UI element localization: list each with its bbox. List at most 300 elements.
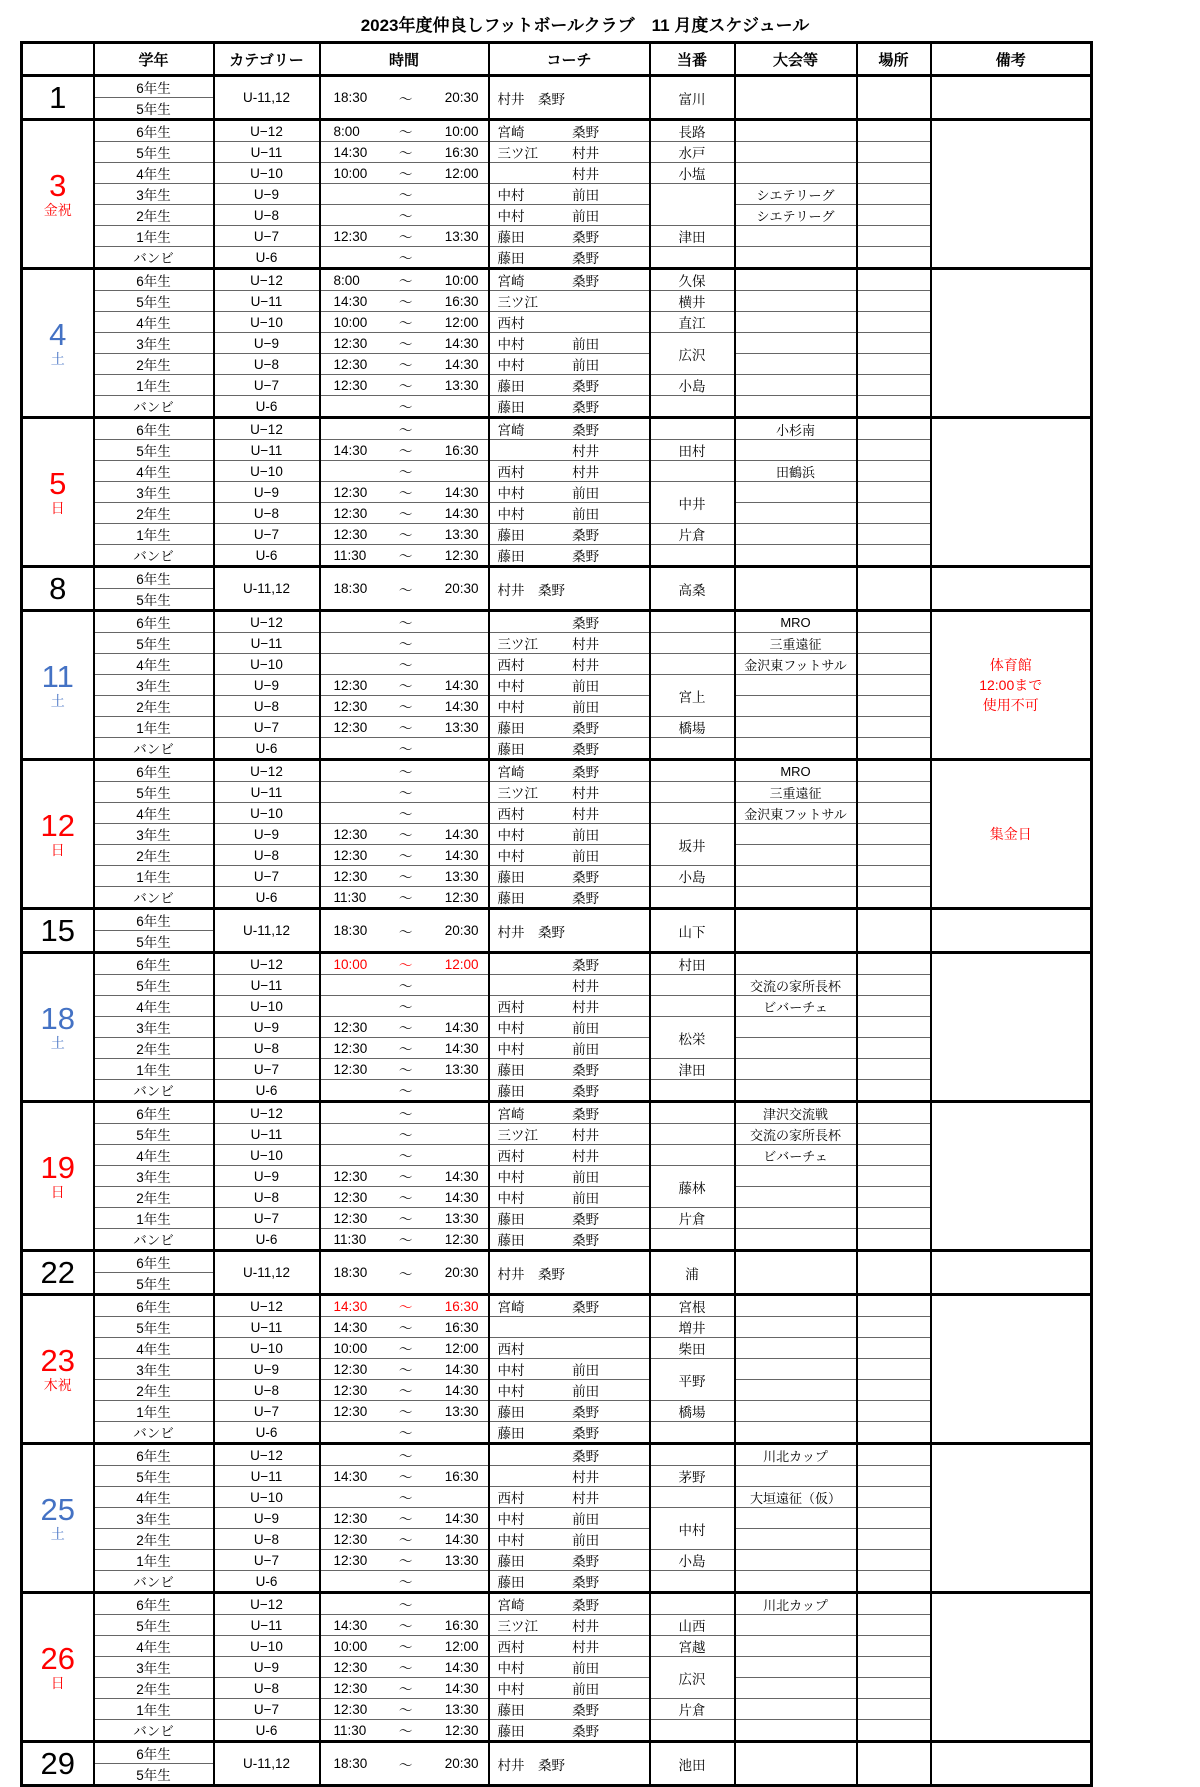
time-cell xyxy=(320,291,489,312)
coach-cell xyxy=(489,1080,650,1102)
time-tilde: ～ xyxy=(398,958,413,973)
coach-1: 三ツ江 xyxy=(497,295,538,310)
coach-cell xyxy=(489,354,650,375)
day-cell xyxy=(22,269,94,418)
time-tilde: ～ xyxy=(398,1384,413,1399)
time-end: 12:30 xyxy=(444,1722,479,1738)
coach-2: 前田 xyxy=(572,337,600,352)
time-end: 13:30 xyxy=(444,1701,479,1717)
time-cell xyxy=(320,1166,489,1187)
time-start: 8:00 xyxy=(333,123,360,139)
coach-cell: 村井 桑野 xyxy=(489,909,650,953)
event-cell xyxy=(735,524,857,545)
event-cell xyxy=(735,226,857,247)
time-tilde: ～ xyxy=(398,658,413,673)
coach-1: 中村 xyxy=(497,1363,525,1378)
place-cell xyxy=(857,611,931,633)
category-cell: U−8 xyxy=(214,845,320,866)
time-end: 14:30 xyxy=(444,1361,479,1377)
event-cell xyxy=(735,824,857,845)
time-cell xyxy=(320,333,489,354)
grade-cell: 6年生 xyxy=(94,120,214,142)
place-cell xyxy=(857,803,931,824)
grade-cell: 6年生 xyxy=(94,76,214,98)
coach-cell xyxy=(489,824,650,845)
day-weekday: 日 xyxy=(50,841,65,858)
duty-cell: 片倉 xyxy=(650,1699,735,1720)
grade-cell: 4年生 xyxy=(94,312,214,333)
event-cell xyxy=(735,1529,857,1550)
time-tilde: ～ xyxy=(398,188,413,203)
category-cell: U−7 xyxy=(214,1401,320,1422)
header-time: 時間 xyxy=(320,43,489,76)
day-weekday: 日 xyxy=(50,1183,65,1200)
coach-cell xyxy=(489,418,650,440)
time-tilde: ～ xyxy=(398,1554,413,1569)
time-end: 10:00 xyxy=(444,272,479,288)
coach-2: 桑野 xyxy=(572,423,600,438)
duty-cell xyxy=(650,996,735,1017)
coach-1: 藤田 xyxy=(497,230,525,245)
table-row xyxy=(22,567,1092,589)
time-tilde: ～ xyxy=(398,1191,413,1206)
coach-1: 西村 xyxy=(497,1491,525,1506)
time-end: 16:30 xyxy=(444,293,479,309)
duty-cell: 小島 xyxy=(650,375,735,396)
time-start: 12:30 xyxy=(333,505,368,521)
coach-1: 中村 xyxy=(497,1682,525,1697)
time-start: 10:00 xyxy=(333,165,368,181)
duty-cell: 中井 xyxy=(650,482,735,524)
place-cell xyxy=(857,654,931,675)
duty-cell: 茅野 xyxy=(650,1466,735,1487)
event-cell xyxy=(735,1080,857,1102)
time-cell xyxy=(320,1615,489,1636)
event-cell xyxy=(735,76,857,120)
event-cell xyxy=(735,1550,857,1571)
event-cell xyxy=(735,1251,857,1295)
category-cell: U−8 xyxy=(214,1529,320,1550)
grade-cell: バンビ xyxy=(94,1080,214,1102)
event-cell: MRO xyxy=(735,760,857,782)
duty-cell xyxy=(650,760,735,782)
time-cell xyxy=(320,1550,489,1571)
time-start: 14:30 xyxy=(333,1468,368,1484)
coach-2: 前田 xyxy=(572,1042,600,1057)
category-cell: U−11 xyxy=(214,291,320,312)
coach-cell xyxy=(489,1017,650,1038)
duty-cell xyxy=(650,1080,735,1102)
coach-1: 中村 xyxy=(497,486,525,501)
time-end: 12:00 xyxy=(444,956,479,972)
time-tilde: ～ xyxy=(398,549,413,564)
time-cell xyxy=(320,482,489,503)
day-number: 12 xyxy=(40,808,75,844)
time-cell xyxy=(320,803,489,824)
coach-1 xyxy=(490,1466,573,1486)
time-cell xyxy=(320,675,489,696)
category-cell: U−8 xyxy=(214,696,320,717)
coach-cell xyxy=(489,845,650,866)
coach-1: 藤田 xyxy=(497,721,525,736)
event-cell xyxy=(735,1657,857,1678)
category-cell: U-6 xyxy=(214,1571,320,1593)
coach-cell xyxy=(489,1059,650,1080)
event-cell: 津沢交流戦 xyxy=(735,1102,857,1124)
time-tilde: ～ xyxy=(398,230,413,245)
coach-1: 藤田 xyxy=(497,1212,525,1227)
category-cell: U−7 xyxy=(214,226,320,247)
coach-2: 前田 xyxy=(572,1661,600,1676)
duty-cell: 長路 xyxy=(650,120,735,142)
time-end: 12:00 xyxy=(444,1340,479,1356)
place-cell xyxy=(857,633,931,654)
place-cell xyxy=(857,163,931,184)
event-cell xyxy=(735,866,857,887)
place-cell xyxy=(857,1380,931,1401)
day-number: 29 xyxy=(40,1745,75,1781)
category-cell: U-6 xyxy=(214,1080,320,1102)
day-cell xyxy=(22,1593,94,1742)
coach-1 xyxy=(490,612,573,632)
coach-2: 桑野 xyxy=(572,1575,600,1590)
time-end: 16:30 xyxy=(444,1319,479,1335)
event-cell xyxy=(735,1401,857,1422)
time-end: 14:30 xyxy=(444,826,479,842)
place-cell xyxy=(857,996,931,1017)
duty-cell: 片倉 xyxy=(650,524,735,545)
duty-cell: 藤林 xyxy=(650,1166,735,1208)
time-start: 14:30 xyxy=(333,293,368,309)
coach-1 xyxy=(490,1445,573,1465)
coach-2: 桑野 xyxy=(572,400,600,415)
duty-cell: 増井 xyxy=(650,1317,735,1338)
time-cell xyxy=(320,654,489,675)
note-cell xyxy=(931,269,1092,418)
time-tilde: ～ xyxy=(398,1170,413,1185)
coach-1: 宮崎 xyxy=(497,125,525,140)
coach-2: 前田 xyxy=(572,849,600,864)
time-tilde: ～ xyxy=(398,1107,413,1122)
coach-1: 三ツ江 xyxy=(497,637,538,652)
place-cell xyxy=(857,845,931,866)
grade-cell: 3年生 xyxy=(94,1657,214,1678)
day-number: 26 xyxy=(40,1641,75,1677)
event-cell: 金沢東フットサル xyxy=(735,803,857,824)
day-cell xyxy=(22,1102,94,1251)
coach-1 xyxy=(490,163,573,183)
time-tilde: ～ xyxy=(398,358,413,373)
coach-2: 桑野 xyxy=(572,1598,600,1613)
time-start: 11:30 xyxy=(333,1722,367,1738)
time-cell xyxy=(320,354,489,375)
place-cell xyxy=(857,1615,931,1636)
place-cell xyxy=(857,1550,931,1571)
time-start: 11:30 xyxy=(333,1231,367,1247)
time-end: 14:30 xyxy=(444,1510,479,1526)
coach-cell xyxy=(489,996,650,1017)
place-cell xyxy=(857,1593,931,1615)
coach-1: 中村 xyxy=(497,1533,525,1548)
event-cell xyxy=(735,1571,857,1593)
category-cell: U−10 xyxy=(214,1487,320,1508)
time-cell xyxy=(320,1593,489,1615)
event-cell: MRO xyxy=(735,611,857,633)
grade-cell: 4年生 xyxy=(94,996,214,1017)
event-cell xyxy=(735,1038,857,1059)
duty-cell xyxy=(650,1124,735,1145)
coach-2: 村井 xyxy=(572,146,600,161)
category-cell: U−8 xyxy=(214,1678,320,1699)
time-cell xyxy=(320,1229,489,1251)
day-weekday: 土 xyxy=(50,350,65,367)
category-cell: U−11 xyxy=(214,1124,320,1145)
time-cell xyxy=(320,1038,489,1059)
grade-cell: 6年生 xyxy=(94,1251,214,1273)
coach-1: 藤田 xyxy=(497,1575,525,1590)
time-tilde: ～ xyxy=(398,1342,413,1357)
place-cell xyxy=(857,1657,931,1678)
duty-cell xyxy=(650,1145,735,1166)
coach-cell xyxy=(489,226,650,247)
category-cell: U-11,12 xyxy=(214,567,320,611)
grade-cell: 5年生 xyxy=(94,291,214,312)
page-title: 2023年度仲良しフットボールクラブ 11 月度スケジュール xyxy=(360,16,810,35)
event-cell xyxy=(735,1338,857,1359)
time-end: 13:30 xyxy=(444,868,479,884)
coach-cell xyxy=(489,1508,650,1529)
time-start: 12:30 xyxy=(333,1531,368,1547)
event-cell xyxy=(735,333,857,354)
time-tilde: ～ xyxy=(398,582,413,598)
place-cell xyxy=(857,1017,931,1038)
coach-2: 前田 xyxy=(572,1021,600,1036)
event-cell xyxy=(735,1508,857,1529)
note-cell xyxy=(931,1444,1092,1593)
coach-cell xyxy=(489,1229,650,1251)
header-event: 大会等 xyxy=(735,43,857,76)
category-cell: U−11 xyxy=(214,782,320,803)
category-cell: U−12 xyxy=(214,1444,320,1466)
place-cell xyxy=(857,1678,931,1699)
time-cell xyxy=(320,1636,489,1657)
category-cell: U−9 xyxy=(214,1657,320,1678)
coach-cell xyxy=(489,1571,650,1593)
grade-cell: 5年生 xyxy=(94,440,214,461)
coach-cell xyxy=(489,1338,650,1359)
place-cell xyxy=(857,76,931,120)
coach-2: 前田 xyxy=(572,1170,600,1185)
time-tilde: ～ xyxy=(398,465,413,480)
duty-cell xyxy=(650,782,735,803)
place-cell xyxy=(857,1422,931,1444)
time-tilde: ～ xyxy=(398,1724,413,1739)
time-tilde: ～ xyxy=(398,507,413,522)
coach-2: 桑野 xyxy=(572,721,600,736)
place-cell xyxy=(857,1444,931,1466)
place-cell xyxy=(857,1229,931,1251)
duty-cell: 山下 xyxy=(650,909,735,953)
coach-1: 藤田 xyxy=(497,1063,525,1078)
coach-cell xyxy=(489,142,650,163)
event-cell xyxy=(735,354,857,375)
coach-cell xyxy=(489,738,650,760)
duty-cell xyxy=(650,184,735,226)
category-cell: U-11,12 xyxy=(214,76,320,120)
place-cell xyxy=(857,1636,931,1657)
time-tilde: ～ xyxy=(398,1449,413,1464)
coach-1: 中村 xyxy=(497,679,525,694)
category-cell: U−10 xyxy=(214,803,320,824)
event-cell xyxy=(735,545,857,567)
time-start: 14:30 xyxy=(333,1319,368,1335)
coach-cell xyxy=(489,1444,650,1466)
grade-cell: バンビ xyxy=(94,396,214,418)
coach-cell xyxy=(489,120,650,142)
time-tilde: ～ xyxy=(398,528,413,543)
time-tilde: ～ xyxy=(398,1042,413,1057)
time-tilde: ～ xyxy=(398,742,413,757)
duty-cell: 柴田 xyxy=(650,1338,735,1359)
grade-cell: 2年生 xyxy=(94,1187,214,1208)
grade-cell: 4年生 xyxy=(94,1338,214,1359)
time-start: 10:00 xyxy=(333,1340,368,1356)
grade-cell: 4年生 xyxy=(94,803,214,824)
time-tilde: ～ xyxy=(398,616,413,631)
coach-1: 中村 xyxy=(497,1170,525,1185)
time-end: 13:30 xyxy=(444,719,479,735)
coach-2: 桑野 xyxy=(572,274,600,289)
time-start: 14:30 xyxy=(333,1617,368,1633)
coach-cell xyxy=(489,975,650,996)
coach-cell xyxy=(489,1657,650,1678)
day-cell xyxy=(22,1295,94,1444)
category-cell: U−7 xyxy=(214,1550,320,1571)
category-cell: U-11,12 xyxy=(214,1742,320,1786)
coach-2: 村井 xyxy=(572,1149,600,1164)
duty-cell xyxy=(650,418,735,440)
grade-cell: 2年生 xyxy=(94,1529,214,1550)
event-cell: ビバーチェ xyxy=(735,1145,857,1166)
time-tilde: ～ xyxy=(398,274,413,289)
event-cell: 金沢東フットサル xyxy=(735,654,857,675)
grade-cell: バンビ xyxy=(94,247,214,269)
time-tilde: ～ xyxy=(398,1491,413,1506)
coach-2: 村井 xyxy=(572,1491,600,1506)
coach-1: 宮崎 xyxy=(497,1107,525,1122)
place-cell xyxy=(857,1359,931,1380)
table-row xyxy=(22,1742,1092,1764)
time-start: 12:30 xyxy=(333,1552,368,1568)
place-cell xyxy=(857,1187,931,1208)
event-cell xyxy=(735,482,857,503)
day-number: 19 xyxy=(40,1150,75,1186)
category-cell: U−7 xyxy=(214,1208,320,1229)
grade-cell: 6年生 xyxy=(94,269,214,291)
time-end: 14:30 xyxy=(444,677,479,693)
coach-2: 桑野 xyxy=(572,1554,600,1569)
category-cell: U−8 xyxy=(214,503,320,524)
time-cell xyxy=(320,1338,489,1359)
coach-cell xyxy=(489,1380,650,1401)
event-cell xyxy=(735,312,857,333)
place-cell xyxy=(857,887,931,909)
duty-cell: 平野 xyxy=(650,1359,735,1401)
coach-2: 前田 xyxy=(572,1682,600,1697)
category-cell: U-6 xyxy=(214,1720,320,1742)
time-end: 20:30 xyxy=(444,90,479,105)
coach-2: 村井 xyxy=(572,1640,600,1655)
place-cell xyxy=(857,1529,931,1550)
time-start: 11:30 xyxy=(333,547,367,563)
time-start: 10:00 xyxy=(333,1638,368,1654)
time-end: 14:30 xyxy=(444,1680,479,1696)
time-start: 14:30 xyxy=(333,144,368,160)
place-cell xyxy=(857,1295,931,1317)
coach-1: 藤田 xyxy=(497,251,525,266)
time-end: 16:30 xyxy=(444,1617,479,1633)
time-end: 12:00 xyxy=(444,314,479,330)
event-cell: 交流の家所長杯 xyxy=(735,1124,857,1145)
grade-cell: 6年生 xyxy=(94,567,214,589)
time-tilde: ～ xyxy=(398,251,413,266)
time-start: 14:30 xyxy=(333,442,368,458)
coach-2: 前田 xyxy=(572,1384,600,1399)
coach-2: 桑野 xyxy=(572,1084,600,1099)
time-start: 8:00 xyxy=(333,272,360,288)
day-weekday: 木祝 xyxy=(43,1376,72,1393)
coach-1: 中村 xyxy=(497,209,525,224)
event-cell xyxy=(735,1742,857,1786)
coach-cell xyxy=(489,696,650,717)
time-cell xyxy=(320,1444,489,1466)
time-end: 13:30 xyxy=(444,1061,479,1077)
time-end: 12:30 xyxy=(444,547,479,563)
category-cell: U−12 xyxy=(214,1295,320,1317)
coach-cell: 村井 桑野 xyxy=(489,567,650,611)
grade-cell: 5年生 xyxy=(94,142,214,163)
coach-1: 中村 xyxy=(497,849,525,864)
grade-cell: バンビ xyxy=(94,1720,214,1742)
time-tilde: ～ xyxy=(398,828,413,843)
time-cell xyxy=(320,1657,489,1678)
grade-cell: 3年生 xyxy=(94,482,214,503)
grade-cell: 1年生 xyxy=(94,1208,214,1229)
time-cell xyxy=(320,503,489,524)
category-cell: U-6 xyxy=(214,1229,320,1251)
coach-cell xyxy=(489,1208,650,1229)
event-cell xyxy=(735,1466,857,1487)
time-cell xyxy=(320,1317,489,1338)
grade-cell: 1年生 xyxy=(94,717,214,738)
coach-1: 中村 xyxy=(497,1384,525,1399)
event-cell xyxy=(735,953,857,975)
time-start: 10:00 xyxy=(333,314,368,330)
note-cell xyxy=(931,1295,1092,1444)
coach-1: 藤田 xyxy=(497,1084,525,1099)
category-cell: U−9 xyxy=(214,1166,320,1187)
event-cell xyxy=(735,440,857,461)
time-tilde: ～ xyxy=(398,295,413,310)
coach-1: 藤田 xyxy=(497,742,525,757)
time-tilde: ～ xyxy=(398,1233,413,1248)
time-end: 13:30 xyxy=(444,228,479,244)
time-start: 12:30 xyxy=(333,1019,368,1035)
grade-cell: 5年生 xyxy=(94,975,214,996)
day-number: 4 xyxy=(49,317,67,353)
event-cell xyxy=(735,1380,857,1401)
place-cell xyxy=(857,333,931,354)
